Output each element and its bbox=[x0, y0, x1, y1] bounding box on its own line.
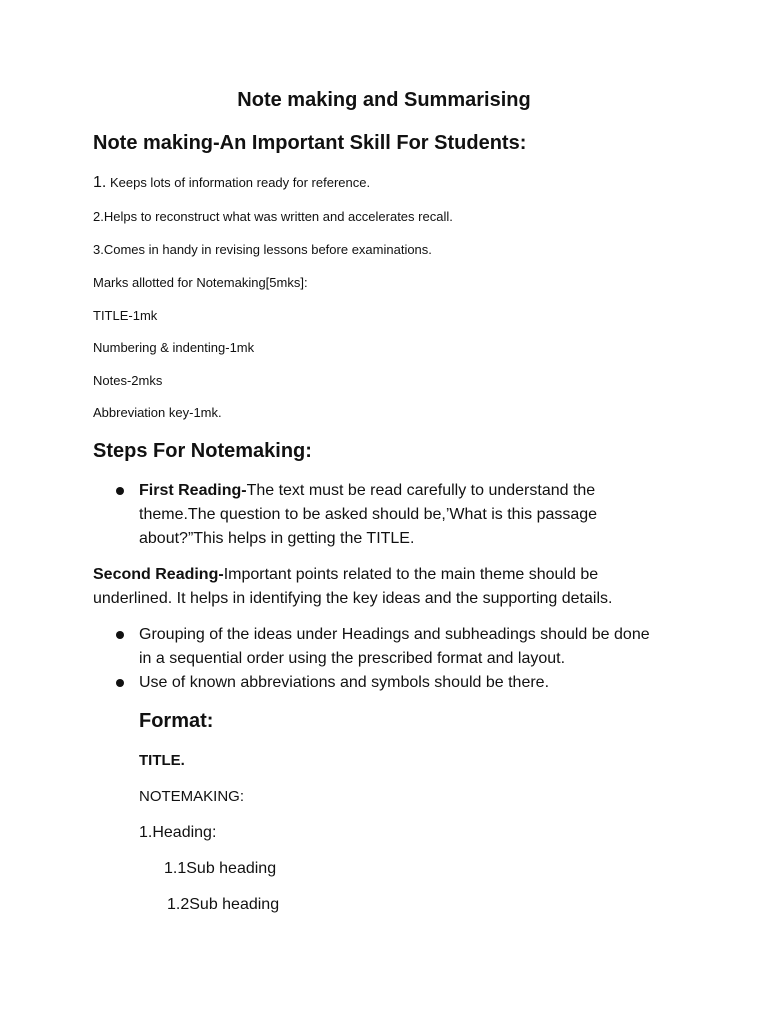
section-heading-note-making: Note making-An Important Skill For Students: bbox=[93, 132, 527, 154]
format-subheading-1: 1.1Sub heading bbox=[164, 860, 277, 877]
bullet-icon bbox=[116, 679, 124, 687]
second-reading-line: Second Reading-Important points related to the main theme should be bbox=[93, 566, 599, 583]
format-heading: Format: bbox=[139, 710, 214, 732]
marks-item: Notes-2mks bbox=[93, 373, 163, 388]
format-heading-1: 1.Heading: bbox=[139, 824, 217, 841]
steps-heading: Steps For Notemaking: bbox=[93, 440, 312, 462]
page-title: Note making and Summarising bbox=[237, 89, 531, 111]
bullet-icon bbox=[116, 631, 124, 639]
format-title: TITLE. bbox=[139, 752, 185, 769]
second-reading-label: Second Reading- bbox=[93, 566, 224, 583]
point-1 bbox=[93, 174, 370, 192]
format-notemaking: NOTEMAKING: bbox=[139, 788, 245, 805]
point-1-number: 1. bbox=[93, 174, 107, 191]
bullet-icon bbox=[116, 487, 124, 495]
first-reading-line: about?”This helps in getting the TITLE. bbox=[139, 530, 415, 547]
first-reading-label: First Reading- bbox=[139, 482, 247, 499]
grouping-line: Grouping of the ideas under Headings and subheadings should be done bbox=[139, 626, 650, 643]
point-3: 3.Comes in handy in revising lessons before examinations. bbox=[93, 242, 432, 257]
point-1-text: Keeps lots of information ready for reference. bbox=[106, 175, 371, 190]
marks-item: TITLE-1mk bbox=[93, 308, 158, 323]
format-subheading-2: 1.2Sub heading bbox=[167, 896, 280, 913]
first-reading-line: theme.The question to be asked should be,’What is this passage bbox=[139, 506, 598, 523]
point-2: 2.Helps to reconstruct what was written and accelerates recall. bbox=[93, 209, 453, 224]
marks-item: Abbreviation key-1mk. bbox=[93, 405, 222, 420]
grouping-line: in a sequential order using the prescribed format and layout. bbox=[139, 650, 566, 667]
first-reading-line: First Reading-The text must be read carefully to understand the bbox=[139, 482, 596, 499]
abbrev-bullet: Use of known abbreviations and symbols should be there. bbox=[139, 674, 550, 691]
marks-intro: Marks allotted for Notemaking[5mks]: bbox=[93, 275, 308, 290]
marks-item: Numbering & indenting-1mk bbox=[93, 340, 255, 355]
second-reading-line: underlined. It helps in identifying the key ideas and the supporting details. bbox=[93, 590, 613, 607]
